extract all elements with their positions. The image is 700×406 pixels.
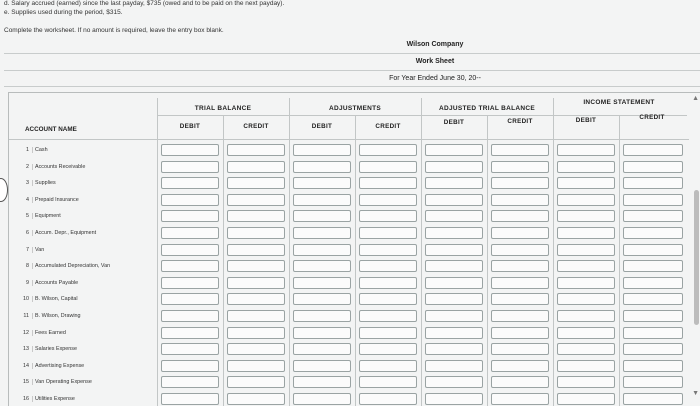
scrollbar-thumb[interactable] <box>694 190 699 325</box>
entry-box-atb-credit[interactable] <box>491 210 549 222</box>
entry-box-adj-debit[interactable] <box>293 227 351 239</box>
entry-box-is-credit[interactable] <box>623 194 683 206</box>
entry-box-atb-credit[interactable] <box>491 161 549 173</box>
entry-box-adj-credit[interactable] <box>359 327 417 339</box>
account-name: Utilities Expense <box>32 396 75 402</box>
entry-box-adj-debit[interactable] <box>293 260 351 272</box>
account-name: Van <box>32 247 44 253</box>
account-name: Accounts Payable <box>32 280 78 286</box>
account-name: Advertising Expense <box>32 363 84 369</box>
row-number: 3 <box>26 180 29 187</box>
entry-box-atb-debit[interactable] <box>425 210 483 222</box>
row-number: 2 <box>26 163 29 170</box>
section-adjusted-trial-balance: ADJUSTED TRIAL BALANCE <box>438 105 536 112</box>
entry-box-adj-credit[interactable] <box>359 161 417 173</box>
entry-box-tb-credit[interactable] <box>227 393 285 405</box>
entry-box-atb-credit[interactable] <box>491 310 549 322</box>
entry-box-tb-debit[interactable] <box>161 260 219 272</box>
account-name: Accum. Depr., Equipment <box>32 230 96 236</box>
entry-box-tb-debit[interactable] <box>161 177 219 189</box>
entry-box-is-credit[interactable] <box>623 277 683 289</box>
instruction-line-d: d. Salary accrued (earned) since the last payday, $735 (owed and to be paid on the next payday). <box>4 0 285 7</box>
row-number: 4 <box>26 196 29 203</box>
section-adjustments: ADJUSTMENTS <box>328 105 382 112</box>
entry-box-tb-debit[interactable] <box>161 310 219 322</box>
entry-box-atb-debit[interactable] <box>425 327 483 339</box>
row-number: 15 <box>23 379 29 386</box>
entry-box-tb-credit[interactable] <box>227 227 285 239</box>
entry-box-adj-debit[interactable] <box>293 161 351 173</box>
entry-box-adj-debit[interactable] <box>293 177 351 189</box>
col-is-credit: CREDIT <box>639 114 665 121</box>
entry-box-atb-credit[interactable] <box>491 144 549 156</box>
entry-box-atb-credit[interactable] <box>491 194 549 206</box>
entry-box-adj-credit[interactable] <box>359 177 417 189</box>
entry-box-adj-debit[interactable] <box>293 343 351 355</box>
account-name: Accumulated Depreciation, Van <box>32 263 110 269</box>
entry-box-is-debit[interactable] <box>557 161 615 173</box>
entry-box-tb-credit[interactable] <box>227 360 285 372</box>
entry-box-is-credit[interactable] <box>623 244 683 256</box>
entry-box-is-debit[interactable] <box>557 244 615 256</box>
vertical-scrollbar[interactable] <box>692 95 700 405</box>
account-name: Cash <box>32 147 48 153</box>
worksheet-grid <box>8 92 700 406</box>
entry-box-is-credit[interactable] <box>623 260 683 272</box>
entry-box-atb-debit[interactable] <box>425 194 483 206</box>
row-number: 8 <box>26 263 29 270</box>
entry-box-is-debit[interactable] <box>557 327 615 339</box>
entry-box-tb-credit[interactable] <box>227 260 285 272</box>
header-rule <box>4 70 700 71</box>
entry-box-atb-debit[interactable] <box>425 277 483 289</box>
col-tb-credit: CREDIT <box>243 123 269 130</box>
table-row <box>19 259 110 273</box>
entry-box-atb-debit[interactable] <box>425 376 483 388</box>
table-row <box>19 309 81 323</box>
table-row <box>19 226 96 240</box>
entry-box-is-credit[interactable] <box>623 210 683 222</box>
entry-box-tb-debit[interactable] <box>161 194 219 206</box>
entry-box-tb-debit[interactable] <box>161 343 219 355</box>
col-tb-debit: DEBIT <box>179 123 201 130</box>
entry-box-adj-debit[interactable] <box>293 277 351 289</box>
entry-box-tb-debit[interactable] <box>161 144 219 156</box>
entry-box-adj-debit[interactable] <box>293 244 351 256</box>
entry-box-is-debit[interactable] <box>557 360 615 372</box>
entry-box-tb-debit[interactable] <box>161 161 219 173</box>
entry-box-tb-credit[interactable] <box>227 343 285 355</box>
entry-box-tb-credit[interactable] <box>227 310 285 322</box>
entry-box-adj-credit[interactable] <box>359 277 417 289</box>
table-row <box>19 375 92 389</box>
entry-box-is-debit[interactable] <box>557 310 615 322</box>
row-number: 12 <box>23 329 29 336</box>
col-atb-credit: CREDIT <box>507 118 533 125</box>
entry-box-is-debit[interactable] <box>557 194 615 206</box>
table-row <box>19 193 79 207</box>
entry-box-atb-debit[interactable] <box>425 393 483 405</box>
entry-box-tb-debit[interactable] <box>161 393 219 405</box>
entry-box-atb-debit[interactable] <box>425 343 483 355</box>
table-row <box>19 392 75 406</box>
entry-box-is-credit[interactable] <box>623 310 683 322</box>
account-name: Equipment <box>32 213 61 219</box>
section-trial-balance: TRIAL BALANCE <box>194 105 252 112</box>
entry-box-tb-credit[interactable] <box>227 376 285 388</box>
section-income-statement: INCOME STATEMENT <box>583 99 655 106</box>
entry-box-adj-credit[interactable] <box>359 310 417 322</box>
entry-box-atb-credit[interactable] <box>491 393 549 405</box>
entry-box-atb-debit[interactable] <box>425 161 483 173</box>
account-name: Supplies <box>32 180 56 186</box>
entry-box-tb-debit[interactable] <box>161 277 219 289</box>
company-name: Wilson Company <box>406 41 464 48</box>
entry-box-atb-credit[interactable] <box>491 260 549 272</box>
worksheet-title: Work Sheet <box>415 58 455 65</box>
entry-box-tb-credit[interactable] <box>227 177 285 189</box>
entry-box-atb-debit[interactable] <box>425 310 483 322</box>
entry-box-tb-debit[interactable] <box>161 376 219 388</box>
entry-box-is-credit[interactable] <box>623 343 683 355</box>
table-row <box>19 359 84 373</box>
entry-box-atb-debit[interactable] <box>425 360 483 372</box>
table-row <box>19 176 56 190</box>
account-name: Salaries Expense <box>32 346 77 352</box>
entry-box-is-debit[interactable] <box>557 277 615 289</box>
entry-box-tb-credit[interactable] <box>227 161 285 173</box>
instruction-complete: Complete the worksheet. If no amount is required, leave the entry box blank. <box>4 27 224 34</box>
table-row <box>19 143 48 157</box>
entry-box-tb-credit[interactable] <box>227 144 285 156</box>
entry-box-adj-credit[interactable] <box>359 343 417 355</box>
period-label: For Year Ended June 30, 20-- <box>389 75 481 82</box>
entry-box-tb-debit[interactable] <box>161 227 219 239</box>
row-number: 14 <box>23 362 29 369</box>
col-adj-debit: DEBIT <box>311 123 333 130</box>
row-number: 13 <box>23 346 29 353</box>
entry-box-adj-debit[interactable] <box>293 310 351 322</box>
row-number: 9 <box>26 279 29 286</box>
entry-box-tb-debit[interactable] <box>161 210 219 222</box>
entry-box-adj-debit[interactable] <box>293 327 351 339</box>
table-row <box>19 209 61 223</box>
row-number: 7 <box>26 246 29 253</box>
entry-box-tb-debit[interactable] <box>161 293 219 305</box>
row-number: 10 <box>23 296 29 303</box>
entry-box-atb-credit[interactable] <box>491 177 549 189</box>
entry-box-tb-credit[interactable] <box>227 327 285 339</box>
entry-box-adj-credit[interactable] <box>359 293 417 305</box>
entry-box-is-credit[interactable] <box>623 360 683 372</box>
account-name: B. Wilson, Capital <box>32 296 78 302</box>
col-adj-credit: CREDIT <box>375 123 401 130</box>
instruction-line-e: e. Supplies used during the period, $315. <box>4 9 123 16</box>
entry-box-adj-debit[interactable] <box>293 144 351 156</box>
table-row <box>19 342 77 356</box>
entry-box-is-debit[interactable] <box>557 343 615 355</box>
entry-box-tb-debit[interactable] <box>161 327 219 339</box>
entry-box-adj-debit[interactable] <box>293 194 351 206</box>
table-row <box>19 292 78 306</box>
entry-box-tb-credit[interactable] <box>227 293 285 305</box>
entry-box-atb-debit[interactable] <box>425 227 483 239</box>
header-rule <box>4 86 700 87</box>
entry-box-is-debit[interactable] <box>557 376 615 388</box>
account-name: Accounts Receivable <box>32 164 85 170</box>
table-row <box>19 243 44 257</box>
entry-box-adj-credit[interactable] <box>359 227 417 239</box>
entry-box-atb-debit[interactable] <box>425 244 483 256</box>
entry-box-atb-credit[interactable] <box>491 327 549 339</box>
entry-box-adj-credit[interactable] <box>359 393 417 405</box>
entry-box-atb-credit[interactable] <box>491 227 549 239</box>
entry-box-is-debit[interactable] <box>557 210 615 222</box>
entry-box-atb-credit[interactable] <box>491 293 549 305</box>
table-row <box>19 326 66 340</box>
entry-box-is-debit[interactable] <box>557 260 615 272</box>
col-is-debit: DEBIT <box>575 117 597 124</box>
entry-box-is-debit[interactable] <box>557 177 615 189</box>
entry-box-tb-credit[interactable] <box>227 244 285 256</box>
row-number: 5 <box>26 213 29 220</box>
entry-box-adj-credit[interactable] <box>359 260 417 272</box>
entry-box-is-debit[interactable] <box>557 293 615 305</box>
col-atb-debit: DEBIT <box>443 119 465 126</box>
entry-box-atb-debit[interactable] <box>425 260 483 272</box>
entry-box-adj-credit[interactable] <box>359 144 417 156</box>
entry-box-is-credit[interactable] <box>623 227 683 239</box>
entry-box-adj-debit[interactable] <box>293 360 351 372</box>
entry-box-adj-credit[interactable] <box>359 376 417 388</box>
entry-box-atb-credit[interactable] <box>491 277 549 289</box>
entry-box-adj-debit[interactable] <box>293 376 351 388</box>
table-row <box>19 160 85 174</box>
entry-box-adj-debit[interactable] <box>293 293 351 305</box>
entry-box-tb-debit[interactable] <box>161 244 219 256</box>
account-name: Prepaid Insurance <box>32 197 79 203</box>
account-name: Fees Earned <box>32 330 66 336</box>
entry-box-tb-credit[interactable] <box>227 194 285 206</box>
scroll-up-arrow-icon[interactable]: ▲ <box>692 95 699 102</box>
entry-box-atb-debit[interactable] <box>425 144 483 156</box>
entry-box-is-credit[interactable] <box>623 393 683 405</box>
entry-box-is-credit[interactable] <box>623 327 683 339</box>
entry-box-is-credit[interactable] <box>623 177 683 189</box>
row-number: 16 <box>23 396 29 402</box>
entry-box-is-credit[interactable] <box>623 376 683 388</box>
entry-box-is-credit[interactable] <box>623 144 683 156</box>
entry-box-atb-credit[interactable] <box>491 343 549 355</box>
entry-box-adj-credit[interactable] <box>359 244 417 256</box>
account-name: B. Wilson, Drawing <box>32 313 81 319</box>
entry-box-is-credit[interactable] <box>623 161 683 173</box>
entry-box-adj-credit[interactable] <box>359 194 417 206</box>
entry-box-atb-credit[interactable] <box>491 244 549 256</box>
entry-box-tb-credit[interactable] <box>227 277 285 289</box>
account-name: Van Operating Expense <box>32 379 92 385</box>
scroll-down-arrow-icon[interactable]: ▼ <box>692 390 699 397</box>
side-tab[interactable] <box>0 178 8 202</box>
table-row <box>19 276 78 290</box>
entry-box-is-debit[interactable] <box>557 393 615 405</box>
row-number: 1 <box>26 147 29 153</box>
row-number: 6 <box>26 230 29 236</box>
entry-box-is-debit[interactable] <box>557 144 615 156</box>
entry-box-tb-credit[interactable] <box>227 210 285 222</box>
entry-box-is-credit[interactable] <box>623 293 683 305</box>
entry-box-atb-credit[interactable] <box>491 360 549 372</box>
entry-box-atb-credit[interactable] <box>491 376 549 388</box>
header-rule <box>4 53 700 54</box>
account-name-header: ACCOUNT NAME <box>25 126 77 133</box>
entry-box-adj-debit[interactable] <box>293 210 351 222</box>
entry-box-is-debit[interactable] <box>557 227 615 239</box>
entry-box-adj-credit[interactable] <box>359 210 417 222</box>
entry-box-adj-debit[interactable] <box>293 393 351 405</box>
entry-box-atb-debit[interactable] <box>425 293 483 305</box>
entry-box-atb-debit[interactable] <box>425 177 483 189</box>
row-number: 11 <box>23 313 29 319</box>
entry-box-tb-debit[interactable] <box>161 360 219 372</box>
entry-box-adj-credit[interactable] <box>359 360 417 372</box>
